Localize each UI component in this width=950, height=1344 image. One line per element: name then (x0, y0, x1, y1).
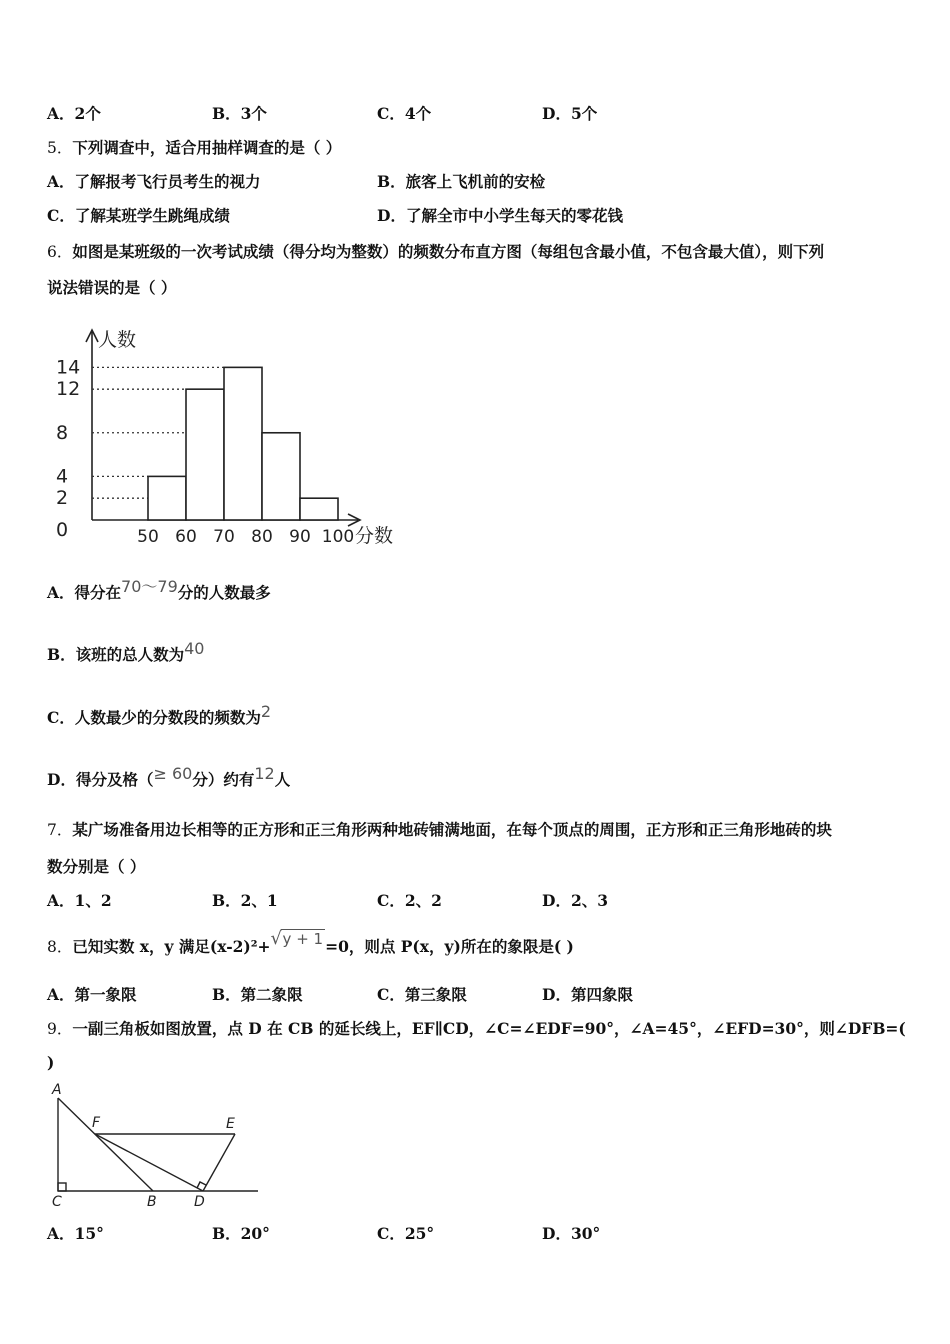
x-tick-70: 70 (213, 527, 235, 547)
frequency-histogram (40, 320, 420, 550)
y-tick-14: 14 (56, 356, 81, 379)
x-axis-label: 分数 (355, 525, 394, 547)
q7-option-a[interactable]: A．1、2 (47, 891, 112, 910)
bar-90-100 (300, 498, 338, 520)
q6-option-a[interactable]: A．得分在70～79分的人数最多 (47, 577, 271, 602)
q6-stem-line2: 说法错误的是（ ） (47, 278, 177, 297)
q4-option-b[interactable]: B．3个 (212, 104, 267, 123)
x-tick-90: 90 (289, 527, 311, 547)
q9-option-d[interactable]: D．30° (542, 1224, 601, 1243)
q6-option-d[interactable]: D．得分及格（≥ 60分）约有12人 (47, 764, 291, 789)
q6-option-c[interactable]: C．人数最少的分数段的频数为2 (47, 702, 272, 727)
bar-50-60 (148, 476, 186, 520)
x-tick-80: 80 (251, 527, 273, 547)
bar-80-90 (262, 433, 300, 520)
segment-fd (95, 1134, 203, 1191)
bar-70-80 (224, 367, 262, 520)
q6-option-b[interactable]: B．该班的总人数为40 (47, 639, 205, 664)
x-tick-100: 100 (321, 527, 355, 547)
sqrt-expression: √ y + 1 (270, 928, 324, 949)
q7-stem-line1: 7．某广场准备用边长相等的正方形和正三角形两种地砖铺满地面，在每个顶点的周围，正方形和正三角形地砖的块 (47, 820, 832, 839)
segment-ab (58, 1098, 153, 1191)
q9-option-a[interactable]: A．15° (47, 1224, 104, 1243)
q8-option-b[interactable]: B．第二象限 (212, 985, 303, 1004)
q4-option-d[interactable]: D．5个 (542, 104, 598, 123)
q8-option-d[interactable]: D．第四象限 (542, 985, 633, 1004)
q6-stem-line1: 6．如图是某班级的一次考试成绩（得分均为整数）的频数分布直方图（每组包含最小值，不包含最大值），则下列 (47, 242, 825, 261)
y-tick-4: 4 (56, 465, 69, 488)
y-tick-0: 0 (56, 519, 69, 541)
label-a: A (52, 1082, 62, 1098)
q7-option-c[interactable]: C．2、2 (377, 891, 442, 910)
q4-option-a[interactable]: A．2个 (47, 104, 101, 123)
q9-option-c[interactable]: C．25° (377, 1224, 435, 1243)
triangle-figure (40, 1080, 270, 1215)
sqrt-radical-icon: √ (270, 928, 283, 949)
q5-option-b[interactable]: B．旅客上飞机前的安检 (377, 172, 546, 191)
q9-stem-line2: ) (47, 1053, 55, 1072)
label-d: D (194, 1194, 205, 1210)
label-e: E (226, 1116, 235, 1132)
q7-option-b[interactable]: B．2、1 (212, 891, 278, 910)
label-b: B (147, 1194, 157, 1210)
q9-stem-line1: 9．一副三角板如图放置，点 D 在 CB 的延长线上，EF∥CD，∠C=∠EDF=90°，∠A=45°，∠EFD=30°，则∠DFB=( (47, 1019, 906, 1038)
q5-option-a[interactable]: A．了解报考飞行员考生的视力 (47, 172, 261, 191)
q8-option-a[interactable]: A．第一象限 (47, 985, 137, 1004)
q9-option-b[interactable]: B．20° (212, 1224, 270, 1243)
label-c: C (52, 1194, 62, 1210)
q8-option-c[interactable]: C．第三象限 (377, 985, 467, 1004)
q7-stem-line2: 数分别是（ ） (47, 857, 146, 876)
y-tick-8: 8 (56, 421, 69, 444)
q4-option-c[interactable]: C．4个 (377, 104, 432, 123)
y-tick-12: 12 (56, 378, 81, 401)
y-axis-label: 人数 (98, 329, 137, 351)
segment-ed (203, 1134, 235, 1191)
q5-option-c[interactable]: C．了解某班学生跳绳成绩 (47, 206, 230, 225)
q7-option-d[interactable]: D．2、3 (542, 891, 609, 910)
q8-stem: 8．已知实数 x，y 满足(x-2)²+ √ y + 1 =0，则点 P(x，y)所在的象限是( ) (47, 928, 574, 956)
label-f: F (92, 1115, 101, 1131)
x-tick-50: 50 (137, 527, 159, 547)
right-angle-c-icon (58, 1183, 66, 1191)
x-tick-60: 60 (175, 527, 197, 547)
q5-option-d[interactable]: D．了解全市中小学生每天的零花钱 (377, 206, 623, 225)
bar-60-70 (186, 389, 224, 520)
y-tick-2: 2 (56, 487, 69, 510)
q5-stem: 5．下列调查中，适合用抽样调查的是（ ） (47, 138, 342, 157)
